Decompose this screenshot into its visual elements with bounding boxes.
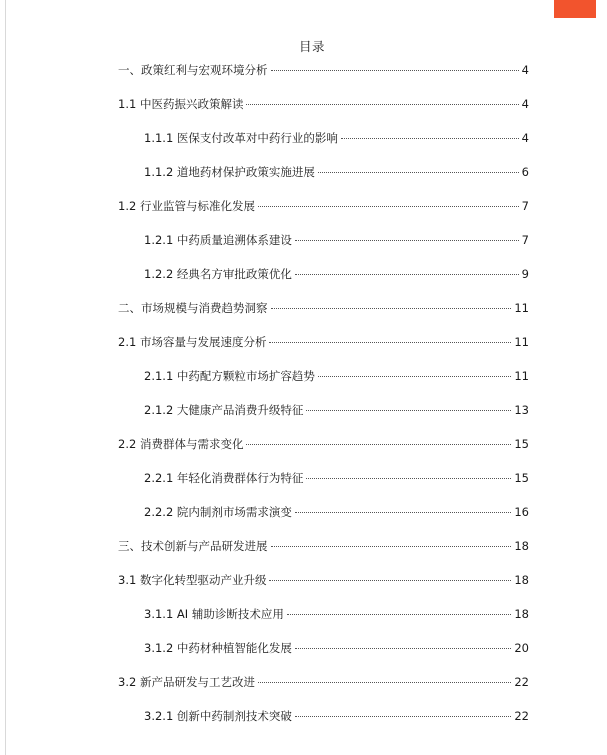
- dot-leader: [341, 138, 519, 139]
- toc-entry-title: 2.2.2 院内制剂市场需求演变: [144, 505, 292, 519]
- toc-entry-title: 2.1 市场容量与发展速度分析: [118, 335, 267, 349]
- toc-entry[interactable]: [118, 674, 529, 690]
- dot-leader: [295, 274, 519, 275]
- toc-entry-title: 三、技术创新与产品研发进展: [118, 539, 268, 553]
- dot-leader: [287, 614, 512, 615]
- toc-entry-title: 2.1.1 中药配方颗粒市场扩容趋势: [144, 369, 315, 383]
- toc-entry[interactable]: [144, 232, 529, 248]
- toc-entry-title: 3.1 数字化转型驱动产业升级: [118, 573, 267, 587]
- toc-entry[interactable]: [118, 436, 529, 452]
- dot-leader: [295, 512, 511, 513]
- toc-entry-page-number: 4: [521, 63, 529, 77]
- dot-leader: [271, 546, 512, 547]
- toc-entry-page-number: 18: [514, 573, 529, 587]
- toc-entry-page-number: 22: [514, 675, 529, 689]
- toc-entry[interactable]: [144, 470, 529, 486]
- toc-entry[interactable]: [118, 96, 529, 112]
- toc-entry[interactable]: [144, 266, 529, 282]
- toc-entry-title: 3.1.2 中药材种植智能化发展: [144, 641, 292, 655]
- dot-leader: [258, 682, 511, 683]
- toc-entry-title: 1.2.1 中药质量追溯体系建设: [144, 233, 292, 247]
- dot-leader: [306, 410, 511, 411]
- toc-entry-page-number: 13: [514, 403, 529, 417]
- dot-leader: [269, 580, 511, 581]
- toc-entry-title: 2.2 消费群体与需求变化: [118, 437, 244, 451]
- dot-leader: [295, 716, 511, 717]
- toc-entry-title: 1.1 中医药振兴政策解读: [118, 97, 244, 111]
- toc-entry-page-number: 22: [514, 709, 529, 723]
- toc-entry-page-number: 18: [514, 539, 529, 553]
- toc-entry-title: 1.1.2 道地药材保护政策实施进展: [144, 165, 315, 179]
- dot-leader: [269, 342, 511, 343]
- toc-entry[interactable]: [144, 402, 529, 418]
- toc-entry-title: 2.1.2 大健康产品消费升级特征: [144, 403, 304, 417]
- toc-entry-title: 1.2.2 经典名方审批政策优化: [144, 267, 292, 281]
- dot-leader: [295, 648, 511, 649]
- toc-entry-page-number: 7: [521, 233, 529, 247]
- toc-entry-page-number: 15: [514, 471, 529, 485]
- dot-leader: [271, 308, 512, 309]
- toc-entry-title: 3.2 新产品研发与工艺改进: [118, 675, 255, 689]
- toc-entry-page-number: 11: [514, 301, 529, 315]
- toc-entry-page-number: 16: [514, 505, 529, 519]
- dot-leader: [258, 206, 519, 207]
- toc-entry[interactable]: [118, 572, 529, 588]
- toc-entry-page-number: 11: [514, 335, 529, 349]
- toc-entry-title: 1.2 行业监管与标准化发展: [118, 199, 255, 213]
- toc-entry[interactable]: [118, 62, 529, 78]
- dot-leader: [295, 240, 519, 241]
- dot-leader: [318, 172, 519, 173]
- toc-entry-page-number: 9: [521, 267, 529, 281]
- toc-entry[interactable]: [118, 538, 529, 554]
- toc-entry-title: 3.2.1 创新中药制剂技术突破: [144, 709, 292, 723]
- dot-leader: [246, 444, 511, 445]
- toc-entry[interactable]: [118, 198, 529, 214]
- toc-entry[interactable]: [144, 708, 529, 724]
- toc-entry[interactable]: [144, 640, 529, 656]
- dot-leader: [271, 70, 519, 71]
- toc-entry-page-number: 15: [514, 437, 529, 451]
- toc-entry[interactable]: [144, 164, 529, 180]
- toc-entry-page-number: 7: [521, 199, 529, 213]
- toc-entry-title: 3.1.1 AI 辅助诊断技术应用: [144, 607, 284, 621]
- toc-entry-title: 一、政策红利与宏观环境分析: [118, 63, 268, 77]
- toc-entry[interactable]: [144, 368, 529, 384]
- toc-entry[interactable]: [144, 606, 529, 622]
- dot-leader: [306, 478, 511, 479]
- toc-entry[interactable]: [144, 504, 529, 520]
- dot-leader: [246, 104, 518, 105]
- toc-entry-page-number: 6: [521, 165, 529, 179]
- toc-entry-title: 2.2.1 年轻化消费群体行为特征: [144, 471, 304, 485]
- toc-entry-title: 二、市场规模与消费趋势洞察: [118, 301, 268, 315]
- toc-entry-page-number: 18: [514, 607, 529, 621]
- toc-entry[interactable]: [118, 334, 529, 350]
- toc-entry-page-number: 20: [514, 641, 529, 655]
- toc-entry-title: 1.1.1 医保支付改革对中药行业的影响: [144, 131, 338, 145]
- toc-entry-page-number: 4: [521, 131, 529, 145]
- toc-title: 目录: [298, 39, 325, 54]
- toc-entry-page-number: 11: [514, 369, 529, 383]
- toc-entry[interactable]: [118, 300, 529, 316]
- dot-leader: [318, 376, 511, 377]
- toc-entry-page-number: 4: [521, 97, 529, 111]
- toc-entry[interactable]: [144, 130, 529, 146]
